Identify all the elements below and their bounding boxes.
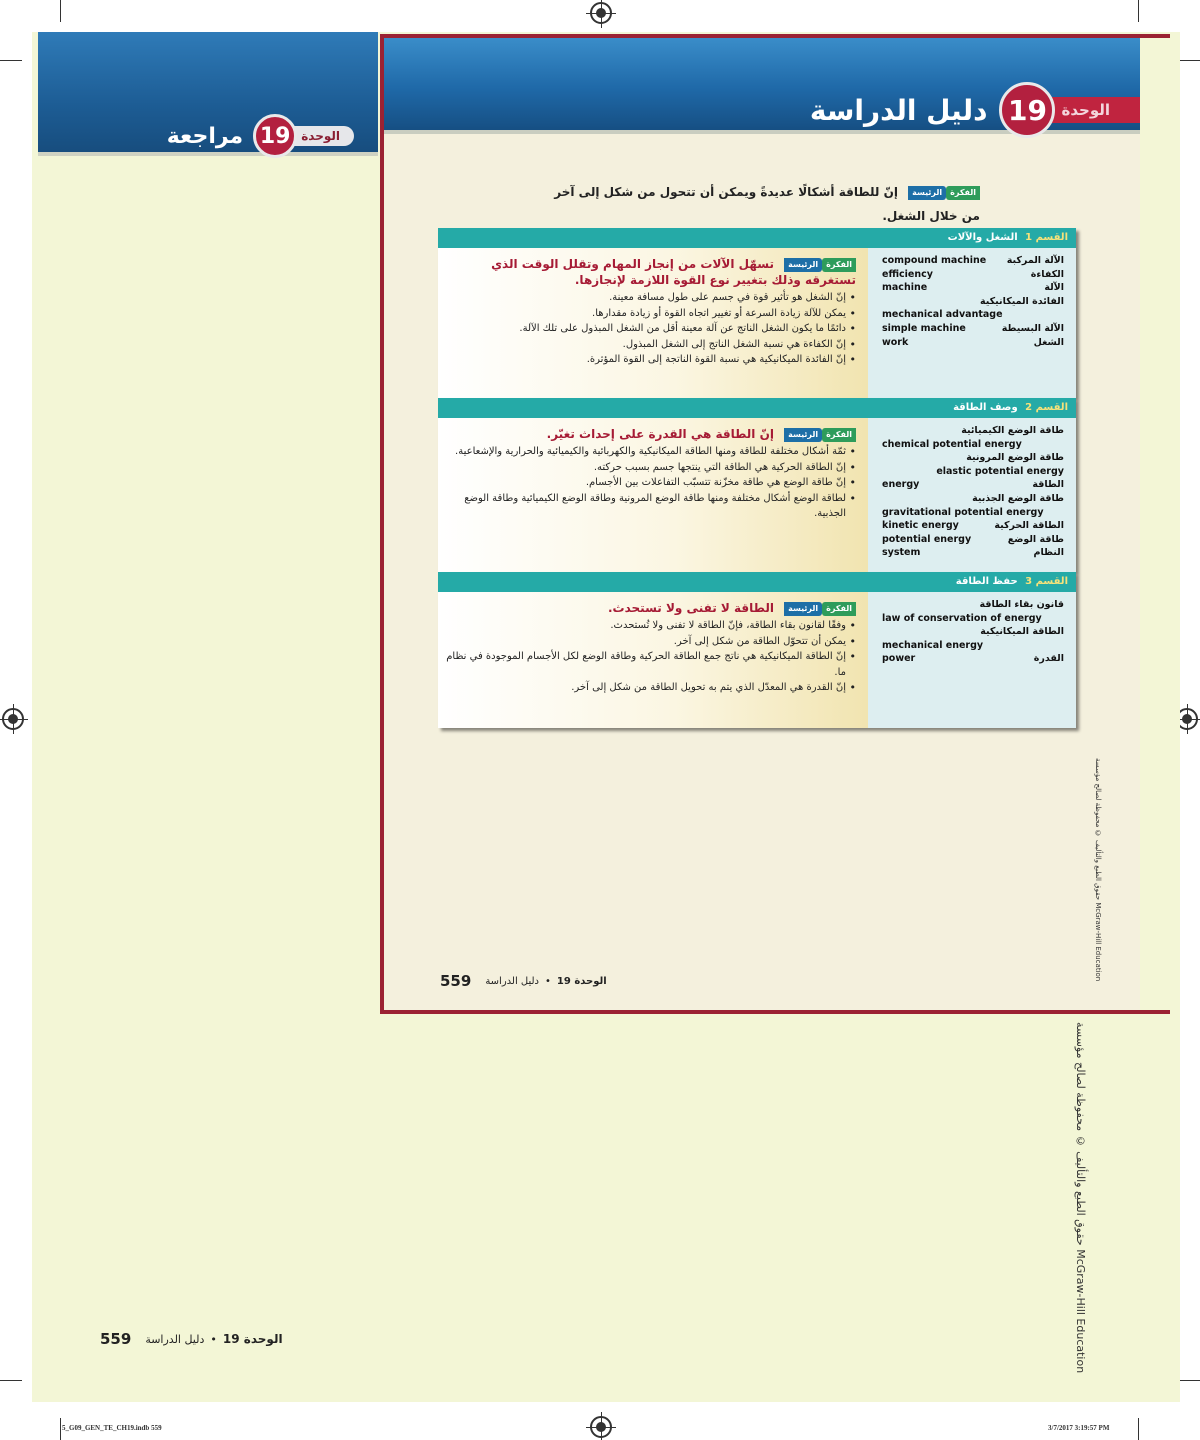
page-title: دليل الدراسة [809, 93, 988, 127]
tag-secondary: الرئيسة [908, 186, 946, 200]
key-concept: الفكرة الرئيسة إنّ الطاقة هي القدرة على إحداث تغيّر. [446, 426, 856, 442]
page-number: 559 [440, 972, 472, 990]
list-item: • إنّ الفائدة الميكانيكية هي نسبة القوة الناتجة إلى القوة المؤثرة. [446, 352, 856, 368]
registration-mark [2, 708, 24, 730]
big-idea-text: إنّ للطاقة أشكالًا عديدةً ويمكن أن تتحول من شكل إلى آخر من خلال الشغل. [554, 185, 980, 223]
list-item: • إنّ طاقة الوضع هي طاقة مخزّنة تتسبّب التفاعلات بين الأجسام. [446, 475, 856, 491]
footer-title: دليل الدراسة [485, 975, 540, 987]
section-2 [438, 398, 1076, 572]
list-item: • يمكن أن تتحوّل الطاقة من شكل إلى آخر. [446, 634, 856, 650]
list-item: • إنّ الطاقة الحركية هي الطاقة التي ينتجها جسم بسبب حركته. [446, 460, 856, 476]
vocab-row: system النظام [882, 547, 1064, 559]
study-guide-table [438, 228, 1076, 728]
slug-file: 5_G09_GEN_TE_CH19.indb 559 [62, 1424, 162, 1432]
section-title: حفظ الطاقة [955, 576, 1018, 587]
list-item: • دائمًا ما يكون الشغل الناتج عن آلة معينة أقل من الشغل المبذول على تلك الآلة. [446, 321, 856, 337]
concept-list [446, 444, 856, 522]
te-header-banner [38, 32, 378, 152]
vocabulary-list [868, 418, 1076, 572]
section-label: القسم 2 [1025, 402, 1068, 413]
key-concepts [438, 418, 868, 572]
list-item: • يمكن للآلة زيادة السرعة أو تغيير اتجاه القوة أو زيادة مقدارها. [446, 306, 856, 322]
vocab-row: efficiency الكفاءة [882, 268, 1064, 280]
concept-list [446, 618, 856, 696]
page-footer [440, 972, 607, 990]
crop-mark [0, 60, 22, 61]
key-concepts [438, 592, 868, 728]
list-item: • إنّ الكفاءة هي نسبة الشغل الناتج إلى الشغل المبذول. [446, 337, 856, 353]
vocab-row: mechanical advantage [882, 309, 1003, 321]
vocab-row: gravitational potential energy [882, 506, 1044, 518]
vocabulary-list [868, 248, 1076, 398]
footer-title: دليل الدراسة [145, 1332, 205, 1346]
list-item: • وفقًا لقانون بقاء الطاقة، فإنّ الطاقة لا تفنى ولا تُستحدث. [446, 618, 856, 634]
big-idea [540, 180, 980, 228]
crop-mark [1178, 60, 1200, 61]
vocab-row: power القدرة [882, 653, 1064, 665]
vocab-row: potential energy طاقة الوضع [882, 533, 1064, 545]
te-unit-number: 19 [253, 114, 297, 158]
page-border [380, 34, 384, 1014]
list-item: • إنّ الطاقة الميكانيكية هي ناتج جمع الطاقة الحركية وطاقة الوضع لكل الأجسام الموجودة في نظام ما. [446, 649, 856, 680]
section-header [438, 572, 1076, 592]
page-number: 559 [100, 1330, 132, 1348]
section-title: الشغل والآلات [947, 232, 1018, 243]
list-item: • ثمّة أشكال مختلفة للطاقة ومنها الطاقة الميكانيكية والكهربائية والكيميائية والحرارية والإشعاعية. [446, 444, 856, 460]
key-concepts [438, 248, 868, 398]
crop-mark [1138, 1418, 1139, 1440]
vocab-row: work الشغل [882, 336, 1064, 348]
vocab-row: law of conservation of energy [882, 612, 1042, 624]
section-title: وصف الطاقة [953, 402, 1018, 413]
te-unit-badge [167, 114, 354, 158]
vocab-row: mechanical energy [882, 639, 984, 651]
section-header [438, 398, 1076, 418]
vocab-row: طاقة الوضع الجذبية [972, 492, 1064, 504]
section-1 [438, 228, 1076, 398]
te-footer [100, 1330, 283, 1348]
vocab-row: الفائدة الميكانيكية [980, 295, 1064, 307]
crop-mark [60, 0, 61, 22]
vocab-row: chemical potential energy [882, 438, 1022, 450]
footer-separator: • [210, 1332, 217, 1346]
tag-primary: الفكرة [946, 186, 980, 200]
copyright-page: حقوق الطبع والتأليف © محفوظة لصالح مؤسسة McGraw-Hill Education [1094, 758, 1102, 982]
page-header-banner [384, 38, 1140, 130]
registration-mark [590, 2, 612, 24]
page-unit-badge [810, 82, 1140, 138]
te-unit-word: الوحدة [275, 126, 354, 146]
big-idea-tag [908, 186, 980, 200]
section-label: القسم 3 [1025, 576, 1068, 587]
page-border [380, 1010, 1170, 1014]
crop-mark [60, 1418, 61, 1440]
vocab-row: الطاقة الميكانيكية [980, 626, 1064, 638]
section-label: القسم 1 [1025, 232, 1068, 243]
vocab-row: compound machine الآلة المركبة [882, 255, 1064, 266]
crop-mark [1178, 1380, 1200, 1381]
key-concept: الفكرة الرئيسة الطاقة لا تفنى ولا تستحدث. [446, 600, 856, 616]
crop-mark [1138, 0, 1139, 22]
section-header [438, 228, 1076, 248]
te-page-title: مراجعة [166, 123, 244, 149]
vocab-row: طاقة الوضع الكيميائية [961, 425, 1064, 436]
footer-unit: الوحدة 19 [556, 975, 607, 987]
concept-list [446, 290, 856, 368]
vocab-row: elastic potential energy [936, 465, 1064, 477]
vocab-row: طاقة الوضع المرونية [966, 452, 1064, 464]
page-unit-word: الوحدة [1025, 97, 1140, 123]
section-3 [438, 572, 1076, 728]
copyright-te: حقوق الطبع والتأليف © محفوظة لصالح مؤسسة McGraw-Hill Education [1074, 1022, 1087, 1374]
crop-mark [0, 1380, 22, 1381]
slug-timestamp: 3/7/2017 3:19:57 PM [1048, 1424, 1110, 1432]
vocab-row: energy الطاقة [882, 479, 1064, 491]
registration-mark [590, 1416, 612, 1438]
list-item: • لطاقة الوضع أشكال مختلفة ومنها طاقة الوضع المرونية وطاقة الوضع الكيميائية وطاقة الوضع الجذبية. [446, 491, 856, 522]
footer-unit: الوحدة 19 [222, 1332, 283, 1346]
page-unit-number: 19 [999, 82, 1055, 138]
vocab-row: kinetic energy الطاقة الحركية [882, 520, 1064, 532]
key-concept: الفكرة الرئيسة تسهّل الآلات من إنجاز المهام وتقلل الوقت الذي تستغرقه وذلك بتغيير نوع القوة اللازمة لإنجازها. [491, 257, 856, 287]
vocab-row: قانون بقاء الطاقة [979, 599, 1064, 610]
footer-separator: • [545, 975, 551, 987]
vocab-row: simple machine الآلة البسيطة [882, 322, 1064, 334]
vocab-row: machine الآلة [882, 282, 1064, 294]
list-item: • إنّ الشغل هو تأثير قوة في جسم على طول مسافة معينة. [446, 290, 856, 306]
list-item: • إنّ القدرة هي المعدّل الذي يتم به تحويل الطاقة من شكل إلى آخر. [446, 680, 856, 696]
vocabulary-list [868, 592, 1076, 728]
